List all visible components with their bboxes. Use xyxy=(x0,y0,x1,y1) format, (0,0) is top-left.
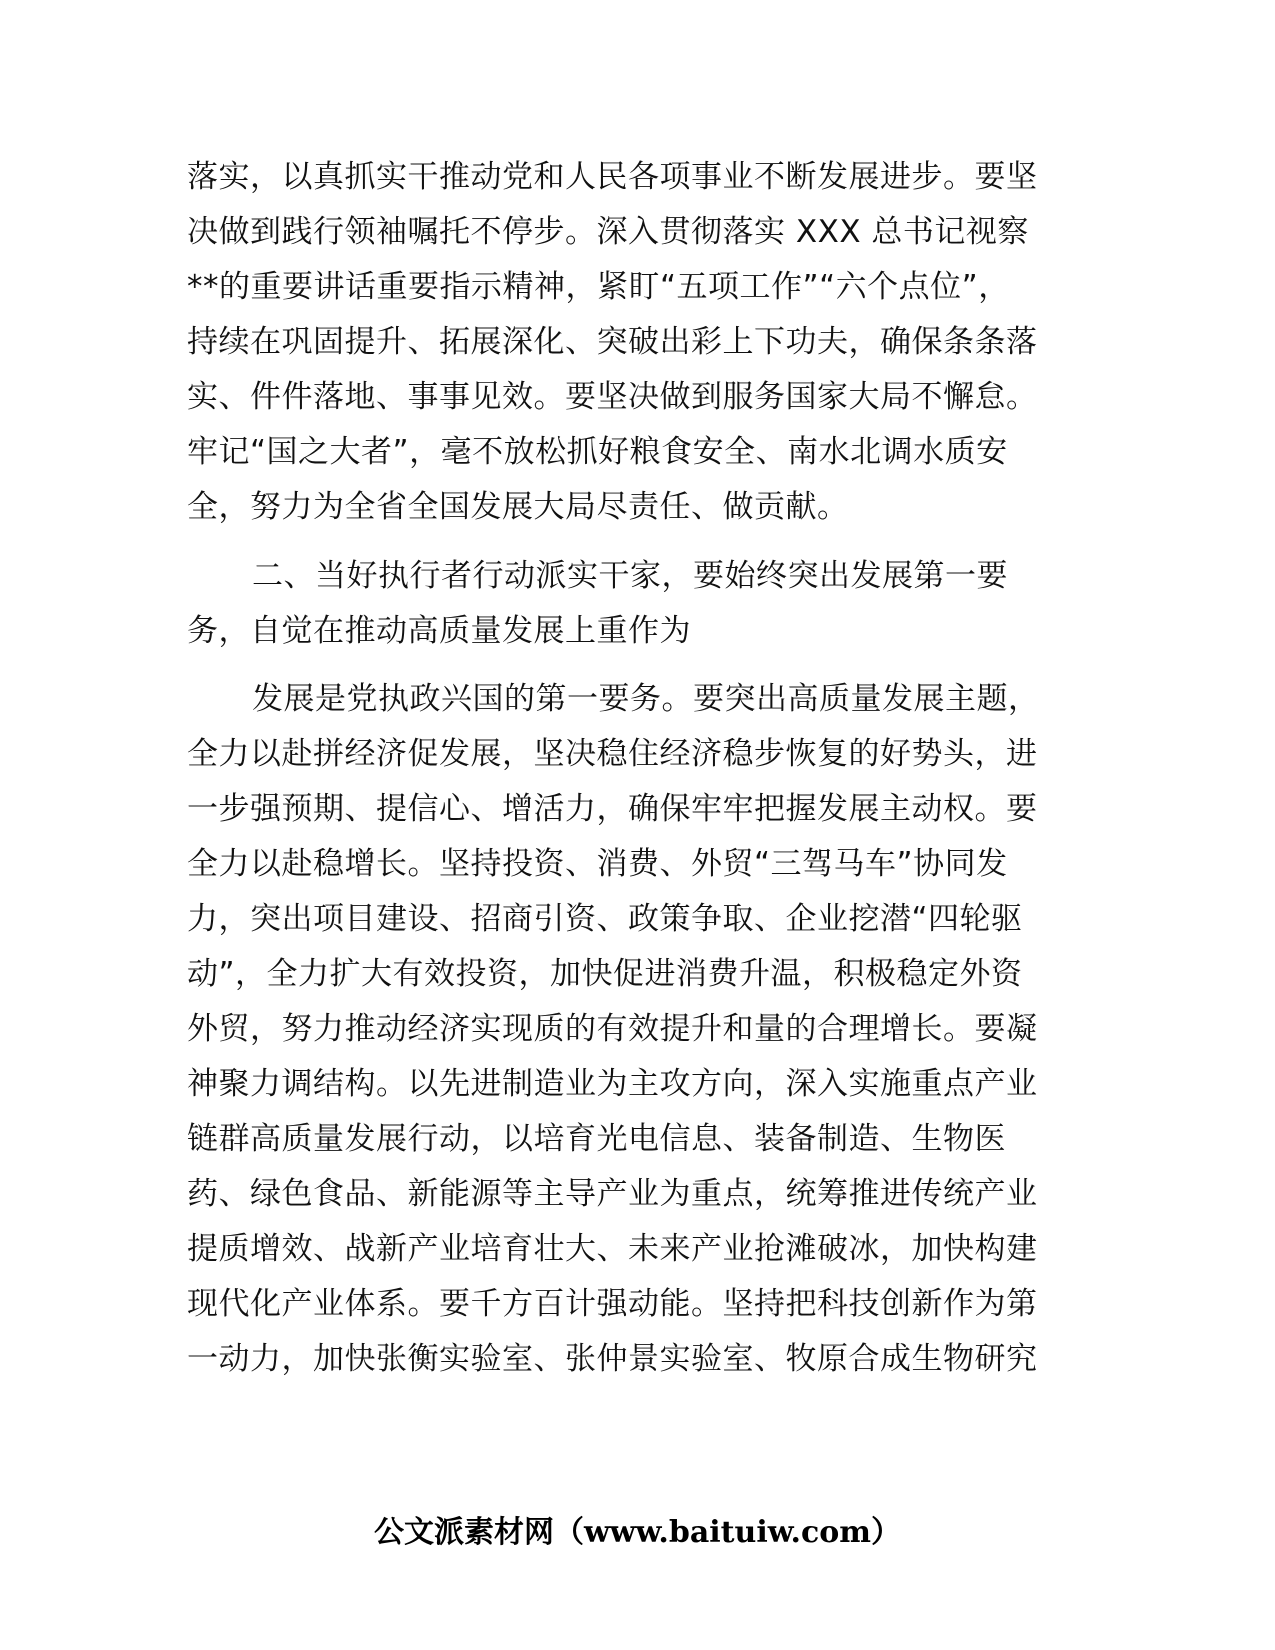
body-text-line: 现代化产业体系。要千方百计强动能。坚持把科技创新作为第 xyxy=(187,1286,1038,1322)
body-text-line: 发展是党执政兴国的第一要务。要突出高质量发展主题， xyxy=(252,681,1040,717)
body-text-line: 全力以赴拼经济促发展，坚决稳住经济稳步恢复的好势头，进 xyxy=(187,736,1038,772)
body-text-line: 外贸，努力推动经济实现质的有效提升和量的合理增长。要凝 xyxy=(187,1011,1038,1047)
body-text-line: 决做到践行领袖嘱托不停步。深入贯彻落实 XXX 总书记视察 xyxy=(187,214,1029,250)
body-text-line: 提质增效、战新产业培育壮大、未来产业抢滩破冰，加快构建 xyxy=(187,1231,1038,1267)
body-text-line: 一步强预期、提信心、增活力，确保牢牢把握发展主动权。要 xyxy=(187,791,1038,827)
section-heading-line: 二、当好执行者行动派实干家，要始终突出发展第一要 xyxy=(252,558,1008,594)
body-text-line: 动”，全力扩大有效投资，加快促进消费升温，积极稳定外资 xyxy=(187,956,1023,992)
body-text-line: 链群高质量发展行动，以培育光电信息、装备制造、生物医 xyxy=(187,1121,1006,1157)
body-text-line: 神聚力调结构。以先进制造业为主攻方向，深入实施重点产业 xyxy=(187,1066,1038,1102)
body-text-line: 持续在巩固提升、拓展深化、突破出彩上下功夫，确保条条落 xyxy=(187,324,1038,360)
section-heading-line: 务，自觉在推动高质量发展上重作为 xyxy=(187,613,691,649)
body-text-line: 实、件件落地、事事见效。要坚决做到服务国家大局不懈怠。 xyxy=(187,379,1038,415)
body-text-line: **的重要讲话重要指示精神，紧盯“五项工作”“六个点位”， xyxy=(187,269,1010,305)
body-text-line: 全，努力为全省全国发展大局尽责任、做贡献。 xyxy=(187,489,849,525)
page-footer: 公文派素材网（www.baituiw.com） xyxy=(373,1515,902,1550)
body-text-line: 落实，以真抓实干推动党和人民各项事业不断发展进步。要坚 xyxy=(187,159,1038,195)
body-text-line: 药、绿色食品、新能源等主导产业为重点，统筹推进传统产业 xyxy=(187,1176,1038,1212)
body-text-line: 力，突出项目建设、招商引资、政策争取、企业挖潜“四轮驱 xyxy=(187,901,1023,937)
body-text-line: 一动力，加快张衡实验室、张仲景实验室、牧原合成生物研究 xyxy=(187,1341,1038,1377)
body-text-line: 全力以赴稳增长。坚持投资、消费、外贸“三驾马车”协同发 xyxy=(187,846,1008,882)
body-text-line: 牢记“国之大者”，毫不放松抓好粮食安全、南水北调水质安 xyxy=(187,434,1008,470)
